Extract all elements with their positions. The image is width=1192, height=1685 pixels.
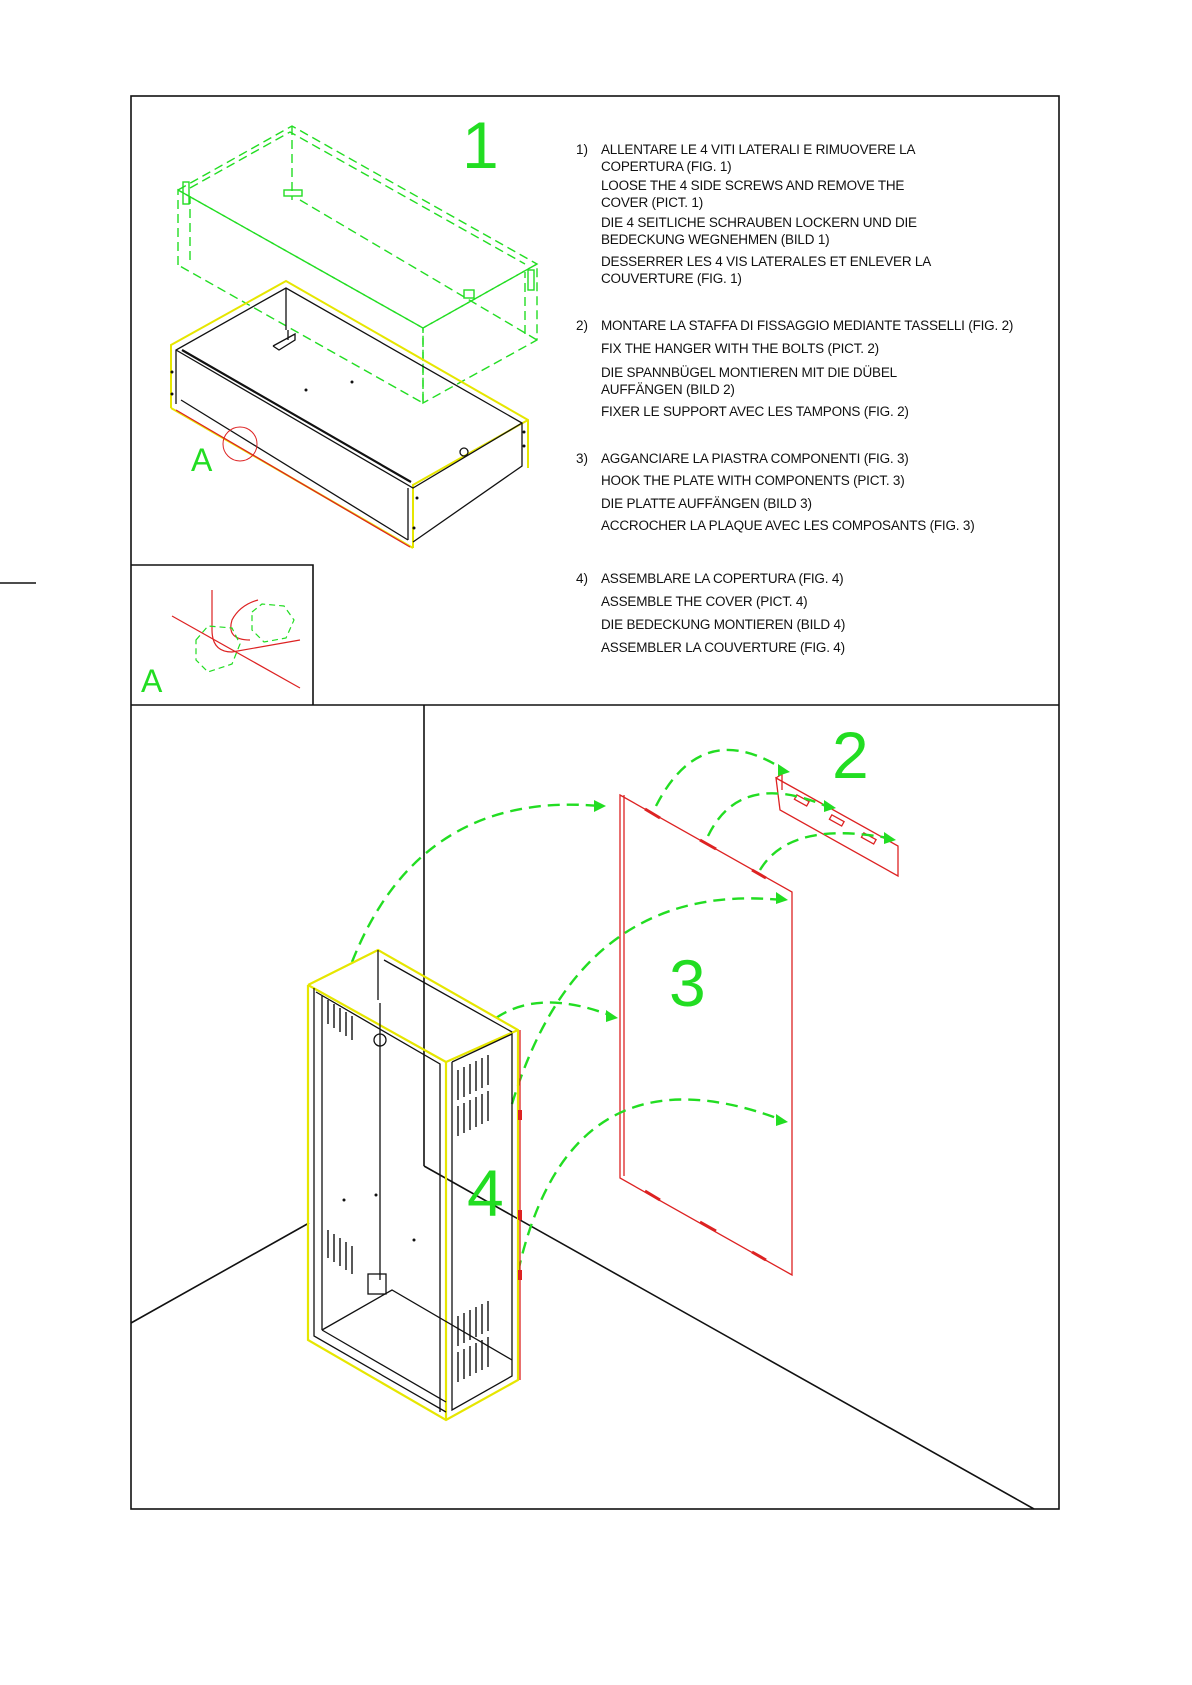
detail-a-drawing [172,590,300,688]
step-text: COVER (PICT. 1) [601,195,704,210]
step-text: COUVERTURE (FIG. 1) [601,271,742,286]
step-text: DIE 4 SEITLICHE SCHRAUBEN LOCKERN UND DIE [601,215,917,230]
figure-number-2: 2 [832,718,869,792]
step-text: DIE PLATTE AUFFÄNGEN (BILD 3) [601,496,812,511]
step-number: 3) [576,451,589,466]
step-text: HOOK THE PLATE WITH COMPONENTS (PICT. 3) [601,473,905,488]
step-text: ASSEMBLE THE COVER (PICT. 4) [601,594,808,609]
figure-number-4: 4 [467,1156,504,1230]
step-text: ACCROCHER LA PLAQUE AVEC LES COMPOSANTS (FIG. 3) [601,518,975,533]
step-text: DESSERRER LES 4 VIS LATERALES ET ENLEVER LA [601,254,932,269]
figure-number-3: 3 [669,946,706,1020]
step-text: ALLENTARE LE 4 VITI LATERALI E RIMUOVERE LA [601,142,916,157]
detail-a-callout-label: A [191,442,213,478]
step-text: AUFFÄNGEN (BILD 2) [601,382,735,397]
step-number: 2) [576,318,589,333]
component-plate [620,795,792,1275]
room-walls [131,705,1034,1509]
fig1-enclosure-base [171,281,529,548]
step-number: 1) [576,142,589,157]
step-text: DIE BEDECKUNG MONTIEREN (BILD 4) [601,617,846,632]
step-text: AGGANCIARE LA PIASTRA COMPONENTI (FIG. 3) [601,451,909,466]
cabinet-vents [328,1000,488,1382]
step-text: FIXER LE SUPPORT AVEC LES TAMPONS (FIG. 2) [601,404,909,419]
fig1-cover-tabs [183,182,534,298]
figure-number-1: 1 [462,108,499,182]
step-text: COPERTURA (FIG. 1) [601,159,732,174]
step-text: MONTARE LA STAFFA DI FISSAGGIO MEDIANTE TASSELLI (FIG. 2) [601,318,1014,333]
step-text: FIX THE HANGER WITH THE BOLTS (PICT. 2) [601,341,879,356]
step-text: ASSEMBLARE LA COPERTURA (FIG. 4) [601,571,844,586]
step-text: LOOSE THE 4 SIDE SCREWS AND REMOVE THE [601,178,905,193]
arrow-heads [594,764,896,1126]
step-text: BEDECKUNG WEGNEHMEN (BILD 1) [601,232,830,247]
step-text: ASSEMBLER LA COUVERTURE (FIG. 4) [601,640,845,655]
step-number: 4) [576,571,589,586]
step-text: DIE SPANNBÜGEL MONTIEREN MIT DIE DÜBEL [601,365,897,380]
detail-a-box-label: A [141,663,163,699]
